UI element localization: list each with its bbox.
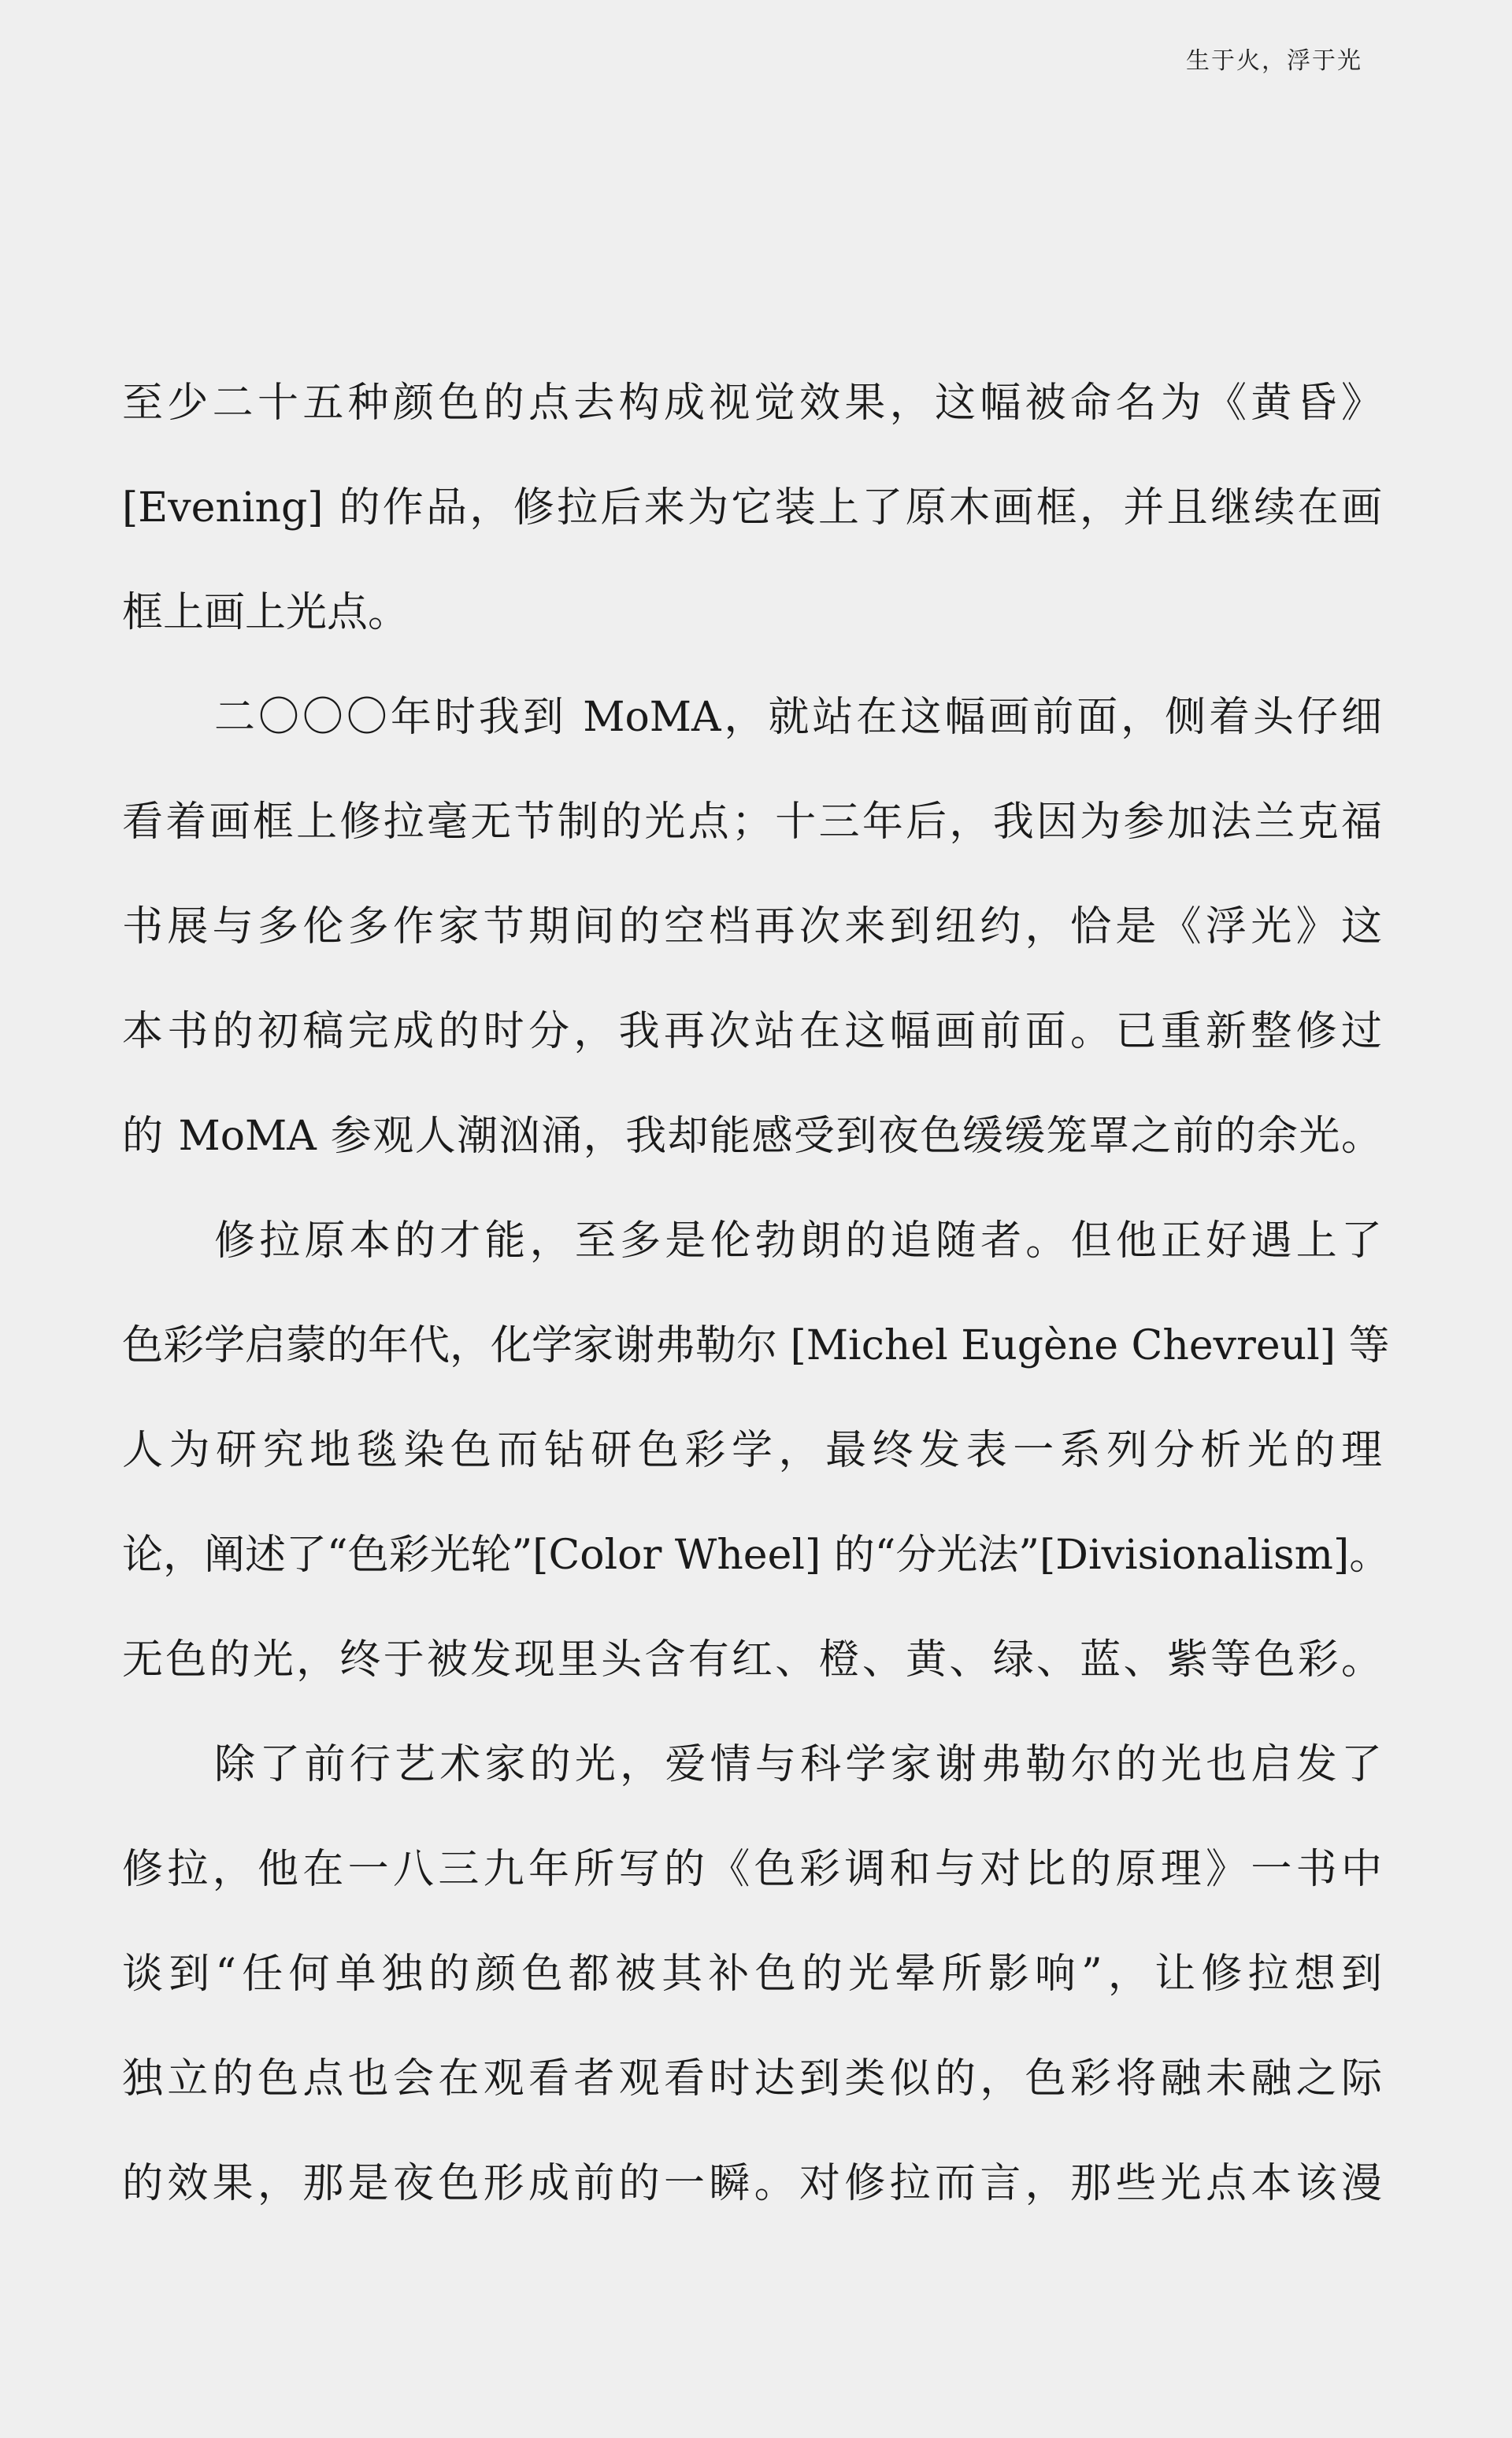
text-line-3: 框上画上光点。 — [122, 589, 410, 636]
body-text — [122, 369, 1391, 2254]
text-line-2: [Evening] 的作品，修拉后来为它装上了原木画框，并且继续在画 — [122, 484, 1382, 532]
text-line-7: 本书的初稿完成的时分，我再次站在这幅画前面。已重新整修过 — [122, 1008, 1382, 1055]
text-line-4: 二〇〇〇年时我到 MoMA，就站在这幅画前面，侧着头仔细 — [214, 694, 1382, 741]
text-line-10: 色彩学启蒙的年代，化学家谢弗勒尔 [Michel Eugène Chevreul] 等 — [122, 1322, 1390, 1369]
running-header: 生于火，浮于光 — [1186, 47, 1362, 75]
text-line-1: 至少二十五种颜色的点去构成视觉效果，这幅被命名为《黄昏》 — [122, 380, 1382, 427]
text-line-6: 书展与多伦多作家节期间的空档再次来到纽约，恰是《浮光》这 — [122, 903, 1382, 950]
text-line-17: 独立的色点也会在观看者观看时达到类似的，色彩将融未融之际 — [122, 2055, 1382, 2103]
text-line-8: 的 MoMA 参观人潮汹涌，我却能感受到夜色缓缓笼罩之前的余光。 — [122, 1113, 1382, 1160]
text-line-15: 修拉，他在一八三九年所写的《色彩调和与对比的原理》一书中 — [122, 1846, 1382, 1893]
text-line-13: 无色的光，终于被发现里头含有红、橙、黄、绿、蓝、紫等色彩。 — [122, 1636, 1382, 1684]
text-line-14: 除了前行艺术家的光，爱情与科学家谢弗勒尔的光也启发了 — [214, 1741, 1382, 1788]
text-line-12: 论，阐述了“色彩光轮”[Color Wheel] 的“分光法”[Divisionalism]。 — [122, 1532, 1391, 1579]
text-line-18: 的效果，那是夜色形成前的一瞬。对修拉而言，那些光点本该漫 — [122, 2160, 1382, 2207]
text-line-5: 看着画框上修拉毫无节制的光点；十三年后，我因为参加法兰克福 — [122, 798, 1382, 846]
text-line-9: 修拉原本的才能，至多是伦勃朗的追随者。但他正好遇上了 — [214, 1217, 1382, 1265]
text-line-11: 人为研究地毯染色而钻研色彩学，最终发表一系列分析光的理 — [122, 1427, 1382, 1474]
text-line-16: 谈到“任何单独的颜色都被其补色的光晕所影响”，让修拉想到 — [122, 1951, 1382, 1998]
